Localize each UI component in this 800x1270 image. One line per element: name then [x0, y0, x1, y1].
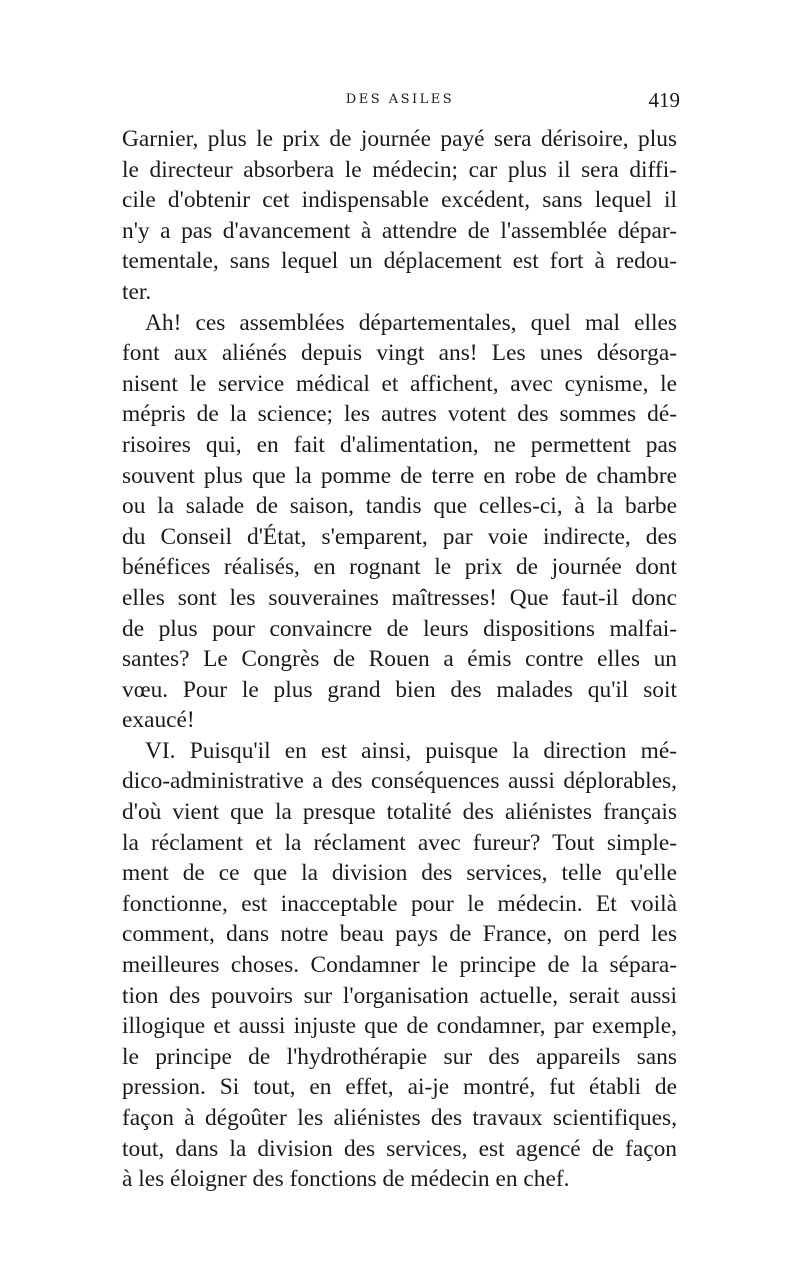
text-line: vœu. Pour le plus grand bien des malades qu'il soit [122, 676, 677, 703]
text-line: tout, dans la division des services, est agencé de façon [122, 1135, 677, 1162]
text-line: mépris de la science; les autres votent des sommes dé- [122, 401, 677, 428]
running-head [120, 88, 680, 118]
running-title: DES ASILES [345, 92, 455, 107]
text-line: cile d'obtenir cet indispensable excédent, sans lequel il [122, 187, 677, 214]
text-line: VI. Puisqu'il en est ainsi, puisque la direction mé- [145, 737, 677, 764]
text-line: elles sont les souveraines maîtresses! Que faut-il donc [122, 584, 677, 611]
text-line: façon à dégoûter les aliénistes des travaux scientifiques, [122, 1105, 677, 1131]
text-line: exaucé! [122, 707, 195, 734]
text-line: ment de ce que la division des services, telle qu'elle [122, 860, 677, 887]
text-line: le directeur absorbera le médecin; car plus il sera diffi- [122, 156, 677, 183]
text-line: nisent le service médical et affichent, avec cynisme, le [122, 370, 677, 397]
text-line: pression. Si tout, en effet, ai-je montré, fut établi de [122, 1074, 677, 1101]
text-line: Ah! ces assemblées départementales, quel mal elles [145, 309, 677, 336]
text-line: santes? Le Congrès de Rouen a émis contre elles un [122, 646, 677, 673]
text-line: ter. [122, 278, 152, 305]
text-line: font aux aliénés depuis vingt ans! Les unes désorga- [122, 340, 677, 367]
text-line: à les éloigner des fonctions de médecin en chef. [122, 1166, 570, 1193]
text-line: tementale, sans lequel un déplacement est fort à redou- [122, 248, 677, 275]
body-text [122, 124, 677, 1195]
text-line: d'où vient que la presque totalité des aliénistes français [122, 799, 677, 826]
text-line: Garnier, plus le prix de journée payé sera dérisoire, plus [122, 126, 677, 152]
text-line: n'y a pas d'avancement à attendre de l'assemblée dépar- [122, 217, 677, 244]
text-line: bénéfices réalisés, en rognant le prix de journée dont [122, 554, 677, 581]
page-number: 419 [648, 88, 680, 112]
text-line: illogique et aussi injuste que de condamner, par exemple, [122, 1013, 677, 1040]
text-line: risoires qui, en fait d'alimentation, ne permettent pas [122, 431, 677, 458]
text-line: dico-administrative a des conséquences aussi déplorables, [122, 768, 677, 795]
text-line: meilleures choses. Condamner le principe de la sépara- [122, 952, 677, 979]
text-line: tion des pouvoirs sur l'organisation actuelle, serait aussi [122, 982, 677, 1009]
text-line: la réclament et la réclament avec fureur? Tout simple- [122, 829, 677, 856]
text-line: ou la salade de saison, tandis que celles-ci, à la barbe [122, 493, 677, 520]
text-line: le principe de l'hydrothérapie sur des appareils sans [122, 1043, 677, 1070]
text-line: comment, dans notre beau pays de France, on perd les [122, 921, 677, 948]
text-line: souvent plus que la pomme de terre en robe de chambre [122, 462, 677, 489]
text-line: du Conseil d'État, s'emparent, par voie indirecte, des [122, 523, 677, 550]
text-line: fonctionne, est inacceptable pour le médecin. Et voilà [122, 890, 677, 917]
text-line: de plus pour convaincre de leurs dispositions malfai- [122, 615, 677, 642]
